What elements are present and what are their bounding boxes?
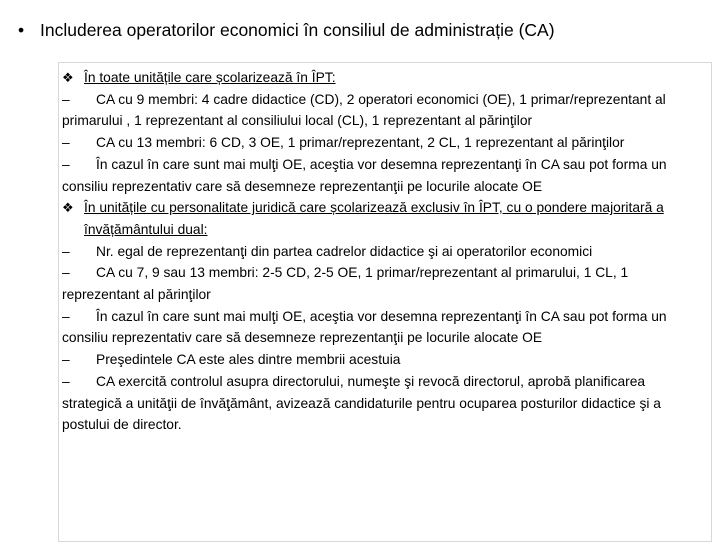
title-text: Includerea operatorilor economici în consiliul de administrație (CA) <box>40 20 555 40</box>
section-heading: ❖ În toate unitățile care școlarizează în ÎPT: <box>62 67 702 89</box>
title-bullet: • <box>18 20 25 40</box>
dash-bullet: – <box>62 156 70 172</box>
list-item: – CA cu 7, 9 sau 13 membri: 2-5 CD, 2-5 OE, 1 primar/reprezentant al primarului, 1 CL, 1 reprezentant al părinţilor <box>62 262 702 305</box>
dash-bullet: – <box>62 308 70 324</box>
dash-bullet: – <box>62 265 70 281</box>
list-item: – În cazul în care sunt mai mulţi OE, aceştia vor desemna reprezentanţi în CA sau pot forma un consiliu reprezentativ care să desemneze reprezentanţii pe locurile alocate OE <box>62 154 702 197</box>
dash-bullet: – <box>62 243 70 259</box>
list-item: – Preşedintele CA este ales dintre membrii acestuia <box>62 349 702 371</box>
slide-title <box>18 20 555 41</box>
dash-bullet: – <box>62 135 70 151</box>
list-item: – CA exercită controlul asupra directorului, numeşte şi revocă directorul, aprobă planificarea strategică a unităţii de învăţământ, avizează candidaturile pentru ocuparea posturilor didactice şi a postului de director. <box>62 371 702 436</box>
list-item: – Nr. egal de reprezentanţi din partea cadrelor didactice şi ai operatorilor economici <box>62 241 702 263</box>
content-body <box>62 67 702 436</box>
list-item: – CA cu 9 membri: 4 cadre didactice (CD), 2 operatori economici (OE), 1 primar/reprezentant al primarului , 1 reprezentant al consiliului local (CL), 1 reprezentant al părinţilor <box>62 89 702 132</box>
list-item: – CA cu 13 membri: 6 CD, 3 OE, 1 primar/reprezentant, 2 CL, 1 reprezentant al părinţilor <box>62 132 702 154</box>
dash-bullet: – <box>62 373 70 389</box>
dash-bullet: – <box>62 91 70 107</box>
list-item: – În cazul în care sunt mai mulţi OE, aceştia vor desemna reprezentanţi în CA sau pot forma un consiliu reprezentativ care să desemneze reprezentanţii pe locurile alocate OE <box>62 306 702 349</box>
dash-bullet: – <box>62 352 70 368</box>
diamond-bullet-icon: ❖ <box>62 70 74 85</box>
diamond-bullet-icon: ❖ <box>62 200 74 216</box>
section-heading: ❖ În unitățile cu personalitate juridică care școlarizează exclusiv în ÎPT, cu o pondere majoritară a învățământului dual: <box>62 197 702 240</box>
